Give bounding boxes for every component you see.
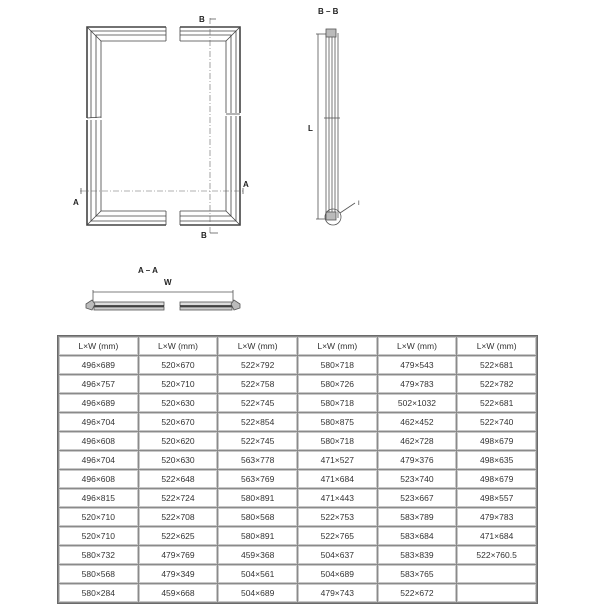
- table-cell: 471×684: [298, 470, 377, 488]
- table-cell: 520×710: [59, 508, 138, 526]
- table-cell: 498×557: [457, 489, 536, 507]
- table-cell: 496×704: [59, 451, 138, 469]
- table-cell: 471×684: [457, 527, 536, 545]
- table-cell: 522×765: [298, 527, 377, 545]
- table-header-row: [59, 337, 536, 355]
- section-bb-title: B – B: [318, 7, 339, 16]
- table-cell: 479×783: [378, 375, 457, 393]
- table-cell: 520×670: [139, 356, 218, 374]
- table-cell: 580×284: [59, 584, 138, 602]
- table-cell: 479×349: [139, 565, 218, 583]
- section-aa-profile: [86, 290, 240, 310]
- table-cell: 520×630: [139, 394, 218, 412]
- frame-front-view: [87, 27, 240, 225]
- section-b-bottom-label: B: [201, 231, 207, 240]
- table-row: [59, 451, 536, 469]
- table-cell: 504×637: [298, 546, 377, 564]
- table-cell: 522×708: [139, 508, 218, 526]
- table-cell: 583×765: [378, 565, 457, 583]
- table-cell: 580×732: [59, 546, 138, 564]
- table-cell: 522×753: [298, 508, 377, 526]
- table-cell: 580×718: [298, 432, 377, 450]
- table-cell: 520×620: [139, 432, 218, 450]
- table-cell: 522×672: [378, 584, 457, 602]
- table-row: [59, 470, 536, 488]
- table-row: [59, 432, 536, 450]
- table-row: [59, 546, 536, 564]
- table-cell: 498×635: [457, 451, 536, 469]
- section-b-top-label: B: [199, 15, 205, 24]
- section-a-left-label: A: [73, 198, 79, 207]
- table-cell: 496×689: [59, 394, 138, 412]
- table-cell: 496×704: [59, 413, 138, 431]
- table-cell: 496×608: [59, 470, 138, 488]
- size-table: [57, 335, 538, 604]
- size-table-container: [57, 335, 538, 604]
- table-row: [59, 375, 536, 393]
- table-cell: 496×608: [59, 432, 138, 450]
- table-cell: 522×740: [457, 413, 536, 431]
- table-cell: 583×684: [378, 527, 457, 545]
- table-cell: 522×681: [457, 394, 536, 412]
- table-cell: 580×891: [218, 489, 297, 507]
- table-cell: 471×443: [298, 489, 377, 507]
- table-row: [59, 356, 536, 374]
- table-cell: 522×854: [218, 413, 297, 431]
- table-cell: 522×758: [218, 375, 297, 393]
- table-cell: 580×875: [298, 413, 377, 431]
- table-cell: 520×670: [139, 413, 218, 431]
- table-cell: 522×681: [457, 356, 536, 374]
- table-cell: 502×1032: [378, 394, 457, 412]
- column-header: L×W (mm): [457, 337, 536, 355]
- table-cell: 522×792: [218, 356, 297, 374]
- table-cell: 522×745: [218, 432, 297, 450]
- table-cell: 504×561: [218, 565, 297, 583]
- column-header: L×W (mm): [298, 337, 377, 355]
- table-cell: [457, 565, 536, 583]
- table-cell: 580×568: [59, 565, 138, 583]
- column-header: L×W (mm): [218, 337, 297, 355]
- table-cell: 523×667: [378, 489, 457, 507]
- table-cell: 583×789: [378, 508, 457, 526]
- table-cell: 479×543: [378, 356, 457, 374]
- table-cell: 479×743: [298, 584, 377, 602]
- table-cell: 563×778: [218, 451, 297, 469]
- detail-marker-label: I: [358, 201, 360, 207]
- section-aa-dimension-w: W: [164, 278, 172, 287]
- table-cell: 479×769: [139, 546, 218, 564]
- table-cell: 498×679: [457, 470, 536, 488]
- table-cell: 580×726: [298, 375, 377, 393]
- table-cell: 520×710: [139, 375, 218, 393]
- table-row: [59, 584, 536, 602]
- table-cell: 479×376: [378, 451, 457, 469]
- table-cell: 522×745: [218, 394, 297, 412]
- table-cell: 580×891: [218, 527, 297, 545]
- table-cell: 462×728: [378, 432, 457, 450]
- table-row: [59, 527, 536, 545]
- table-cell: 479×783: [457, 508, 536, 526]
- table-cell: 496×815: [59, 489, 138, 507]
- table-cell: 563×769: [218, 470, 297, 488]
- table-row: [59, 489, 536, 507]
- table-cell: 522×625: [139, 527, 218, 545]
- table-cell: 580×718: [298, 356, 377, 374]
- table-row: [59, 394, 536, 412]
- table-row: [59, 508, 536, 526]
- table-cell: 522×648: [139, 470, 218, 488]
- table-cell: 462×452: [378, 413, 457, 431]
- table-cell: 522×724: [139, 489, 218, 507]
- column-header: L×W (mm): [378, 337, 457, 355]
- table-cell: 583×839: [378, 546, 457, 564]
- table-cell: 504×689: [218, 584, 297, 602]
- table-cell: 459×668: [139, 584, 218, 602]
- section-lines: [80, 18, 245, 235]
- table-cell: 459×368: [218, 546, 297, 564]
- table-cell: 520×710: [59, 527, 138, 545]
- section-bb-profile: [316, 29, 355, 225]
- table-cell: 522×760.5: [457, 546, 536, 564]
- table-cell: 496×689: [59, 356, 138, 374]
- table-cell: 580×718: [298, 394, 377, 412]
- table-cell: 496×757: [59, 375, 138, 393]
- table-cell: 498×679: [457, 432, 536, 450]
- table-cell: 520×630: [139, 451, 218, 469]
- column-header: L×W (mm): [139, 337, 218, 355]
- column-header: L×W (mm): [59, 337, 138, 355]
- table-cell: 504×689: [298, 565, 377, 583]
- table-cell: 522×782: [457, 375, 536, 393]
- table-cell: 471×527: [298, 451, 377, 469]
- table-cell: [457, 584, 536, 602]
- table-row: [59, 565, 536, 583]
- table-row: [59, 413, 536, 431]
- table-cell: 523×740: [378, 470, 457, 488]
- section-bb-dimension-l: L: [308, 124, 313, 133]
- section-aa-title: A – A: [138, 266, 158, 275]
- table-cell: 580×568: [218, 508, 297, 526]
- section-a-right-label: A: [243, 180, 249, 189]
